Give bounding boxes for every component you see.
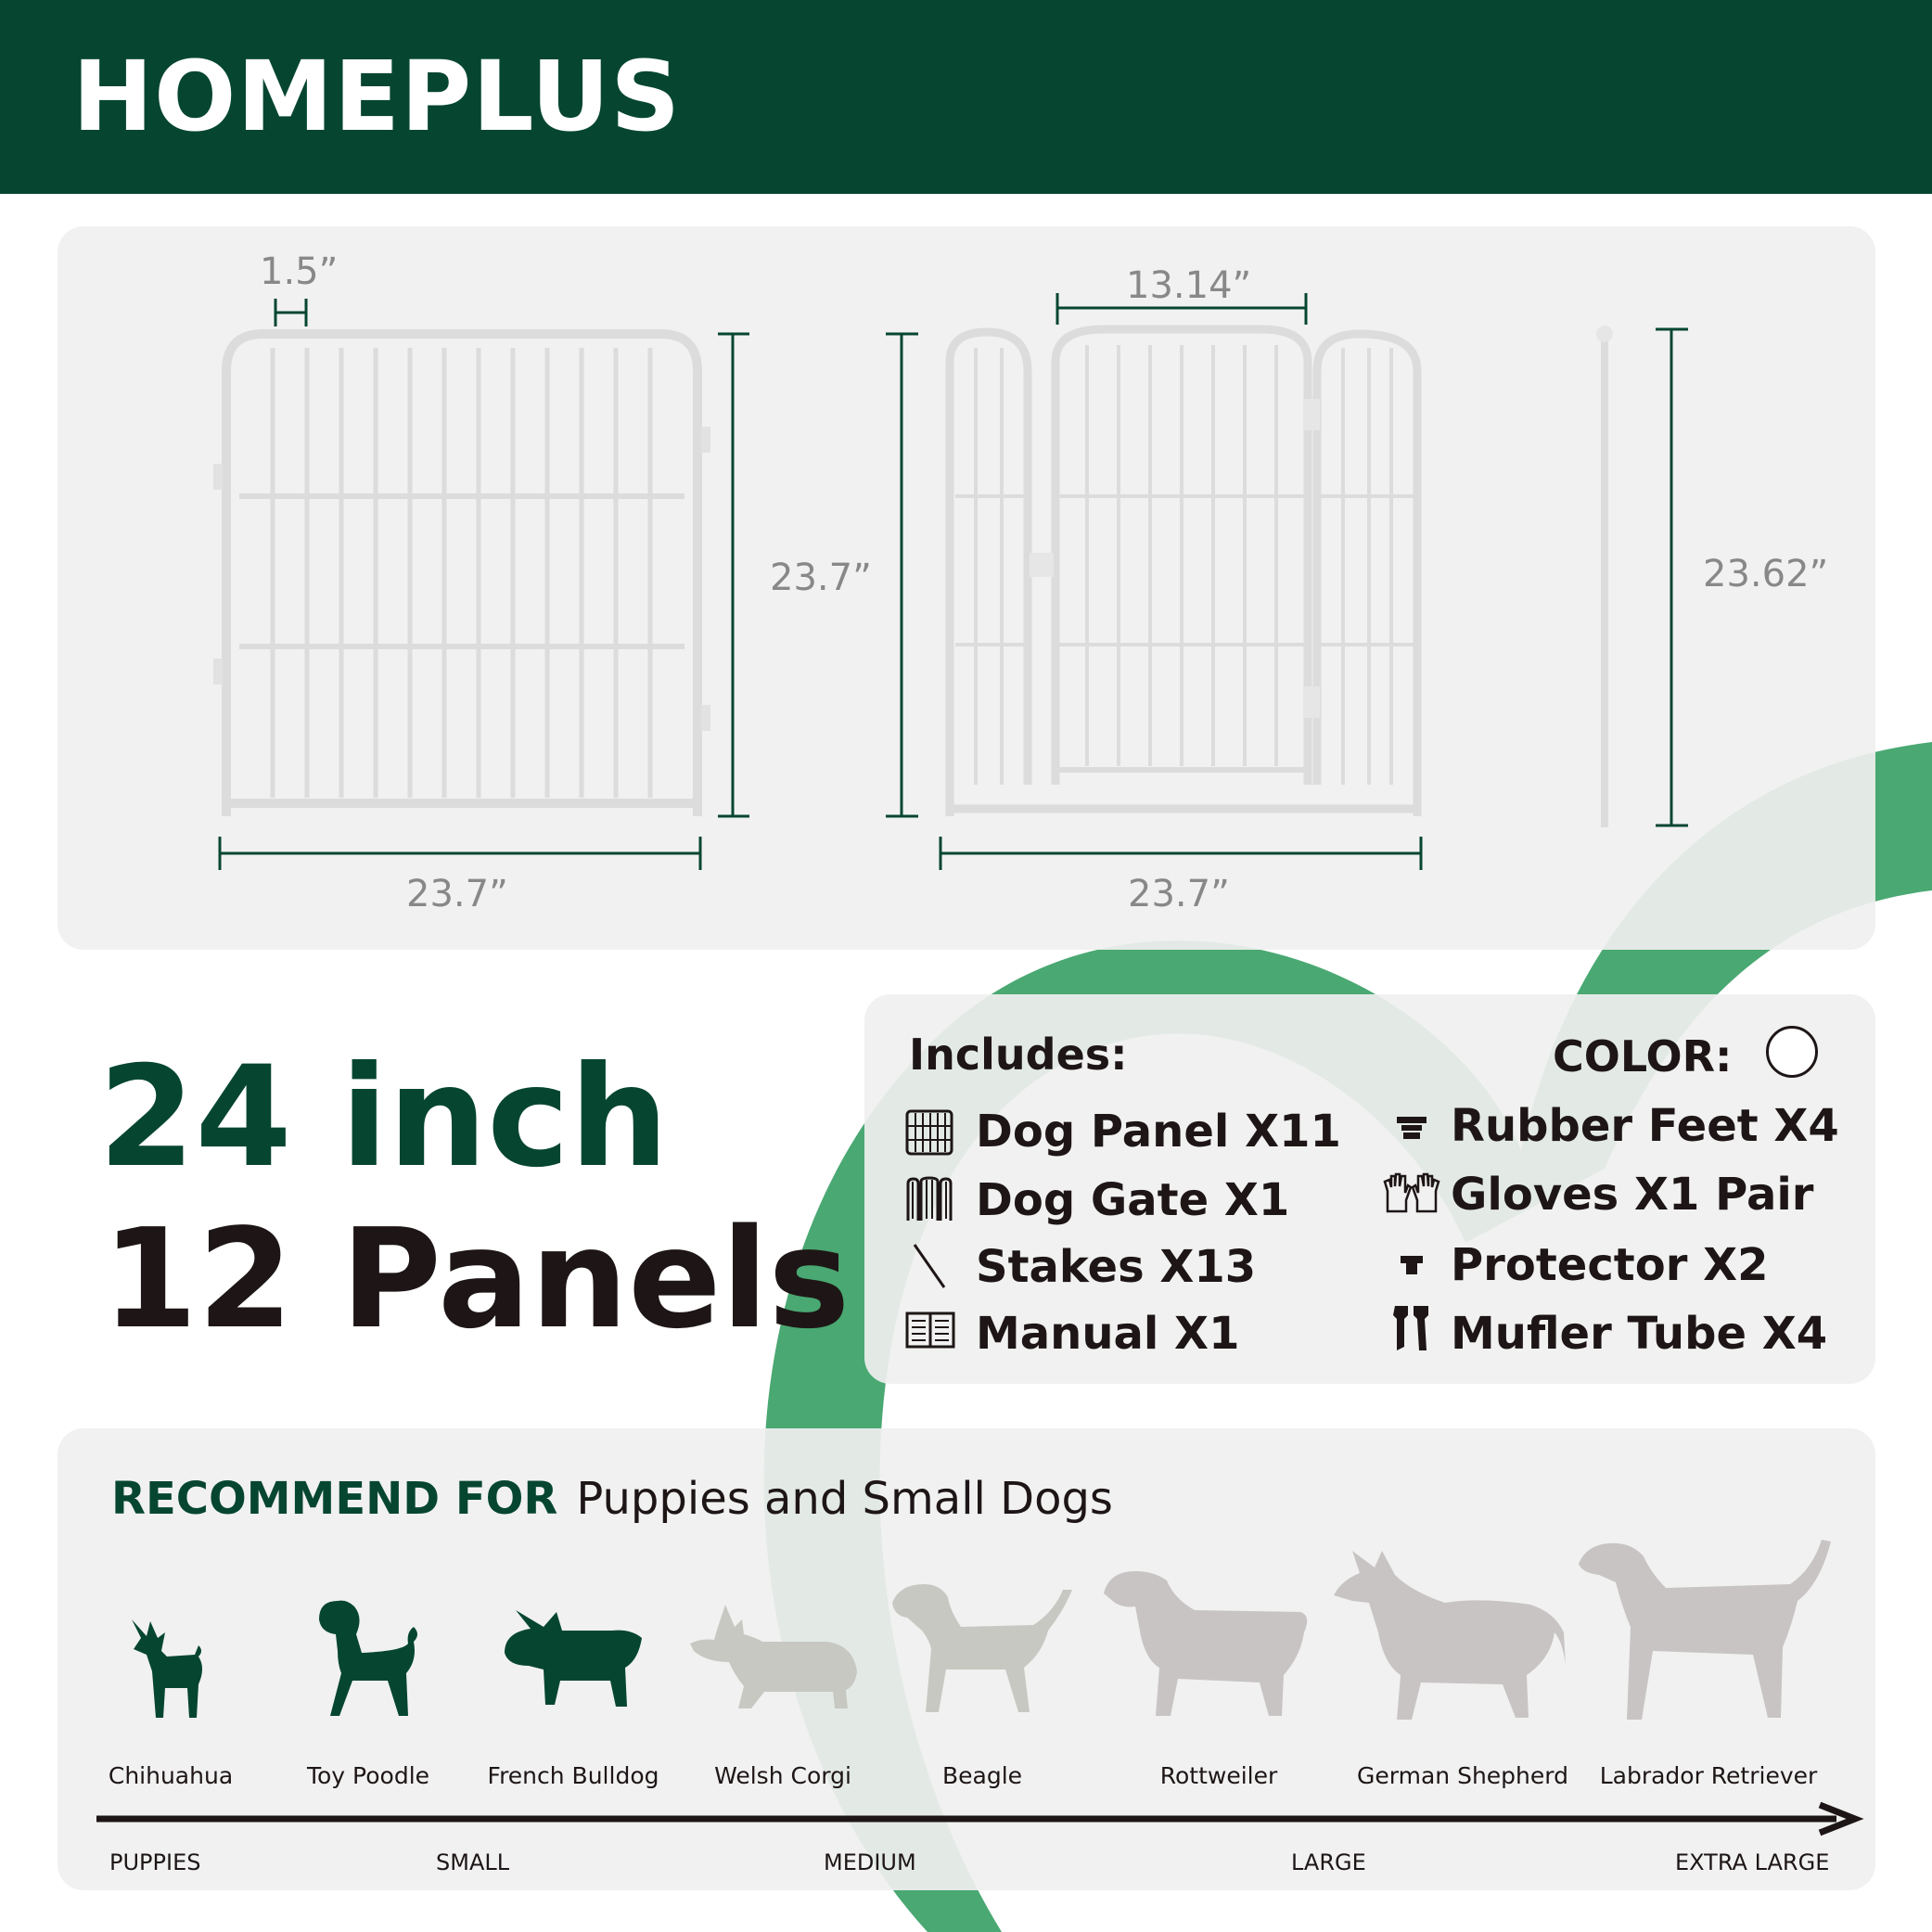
gloves-icon xyxy=(1382,1171,1441,1215)
dog-rottweiler-icon xyxy=(1102,1567,1315,1721)
recommend-target: Puppies and Small Dogs xyxy=(576,1473,1113,1525)
brand-logo: HOMEPLUS xyxy=(72,40,682,153)
dog-labrador-retriever-icon xyxy=(1577,1536,1835,1723)
size-scale-arrow xyxy=(93,1799,1864,1838)
breed-label-rottweiler: Rottweiler xyxy=(1159,1762,1278,1789)
scale-label-puppies: PUPPIES xyxy=(109,1849,201,1875)
protector-icon xyxy=(1399,1254,1425,1276)
rubber-feet-icon xyxy=(1395,1113,1428,1143)
bar-width-label: 1.5” xyxy=(260,250,339,293)
scale-label-medium: MEDIUM xyxy=(824,1849,916,1875)
includes-item-dog-panel: Dog Panel X11 xyxy=(976,1106,1341,1158)
panel-height-label: 23.7” xyxy=(770,557,872,599)
panel-icon xyxy=(905,1109,953,1156)
scale-label-small: SMALL xyxy=(436,1849,510,1875)
breed-label-german-shepherd: German Shepherd xyxy=(1357,1762,1568,1789)
gate-panel-width-label: 23.7” xyxy=(1128,873,1230,915)
gate-drawing xyxy=(950,329,1417,816)
height-headline: 24 inch xyxy=(98,1037,669,1198)
scale-label-extra-large: EXTRA LARGE xyxy=(1675,1849,1830,1875)
recommend-heading xyxy=(111,1473,1113,1525)
breed-label-chihuahua: Chihuahua xyxy=(108,1762,234,1789)
dog-toy-poodle-icon xyxy=(310,1595,430,1725)
includes-item-manual: Manual X1 xyxy=(976,1308,1240,1360)
stake-drawing xyxy=(1596,326,1613,827)
panel-width-label: 23.7” xyxy=(406,873,508,915)
mufler-tube-icon xyxy=(1389,1302,1434,1354)
dimension-diagram xyxy=(0,0,1932,955)
breed-label-toy-poodle: Toy Poodle xyxy=(306,1762,430,1789)
color-label: COLOR: xyxy=(1553,1031,1733,1081)
breed-label-labrador-retriever: Labrador Retriever xyxy=(1599,1762,1818,1789)
dog-german-shepherd-icon xyxy=(1332,1547,1567,1723)
dog-french-bulldog-icon xyxy=(501,1601,649,1721)
breed-label-french-bulldog: French Bulldog xyxy=(487,1762,659,1789)
dog-chihuahua-icon xyxy=(121,1614,223,1725)
color-swatch-white xyxy=(1766,1026,1818,1078)
manual-icon xyxy=(905,1311,955,1349)
breed-label-welsh-corgi: Welsh Corgi xyxy=(714,1762,851,1789)
stake-icon xyxy=(909,1241,950,1291)
panel-drawing xyxy=(213,334,710,816)
gate-icon xyxy=(905,1176,953,1222)
includes-item-gloves: Gloves X1 Pair xyxy=(1451,1169,1814,1221)
includes-item-protector: Protector X2 xyxy=(1451,1239,1769,1291)
includes-item-mufler-tube: Mufler Tube X4 xyxy=(1451,1308,1828,1360)
dog-beagle-icon xyxy=(889,1580,1074,1720)
breed-label-beagle: Beagle xyxy=(941,1762,1023,1789)
panels-headline: 12 Panels xyxy=(102,1199,851,1359)
dog-welsh-corgi-icon xyxy=(688,1601,861,1721)
includes-item-rubber-feet: Rubber Feet X4 xyxy=(1451,1100,1839,1152)
includes-title: Includes: xyxy=(909,1030,1128,1080)
includes-item-stakes: Stakes X13 xyxy=(976,1241,1257,1293)
recommend-label: RECOMMEND FOR xyxy=(111,1473,558,1525)
gate-opening-label: 13.14” xyxy=(1126,264,1252,307)
stake-height-label: 23.62” xyxy=(1703,553,1829,595)
includes-item-dog-gate: Dog Gate X1 xyxy=(976,1174,1290,1226)
scale-label-large: LARGE xyxy=(1291,1849,1366,1875)
